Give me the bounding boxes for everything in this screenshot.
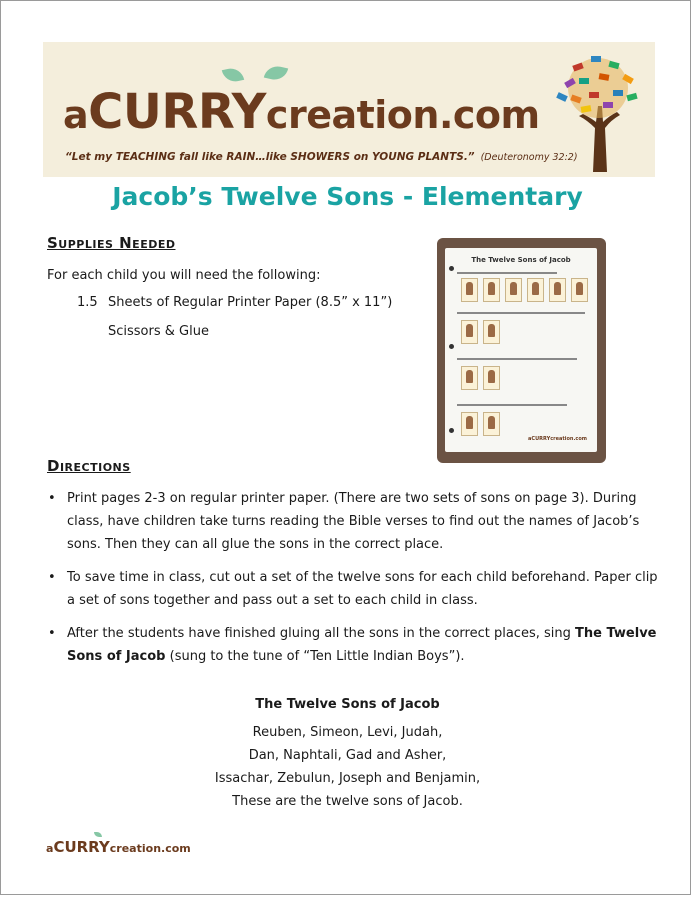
directions-item: • To save time in class, cut out a set of the twelve sons for each child beforehand. Paper clip a set of sons together and pass out a set to each child in class. — [46, 566, 658, 612]
footer-logo — [46, 837, 191, 856]
supplies-intro: For each child you will need the following: — [47, 268, 321, 283]
supplies-heading: Supplies Needed — [47, 234, 176, 252]
worksheet-title: The Twelve Sons of Jacob — [471, 256, 571, 264]
tagline-quote: “Let my TEACHING fall like RAIN…like SHOWERS on YOUNG PLANTS.” — [65, 151, 475, 163]
footer-logo-a: a — [46, 842, 54, 855]
supply-item — [77, 295, 392, 310]
question-line — [457, 404, 567, 406]
son-card — [461, 366, 478, 390]
directions-item — [46, 622, 658, 668]
leaf-icon — [264, 64, 288, 82]
directions-list — [46, 487, 658, 678]
worksheet-sheet — [445, 248, 597, 452]
question-line — [457, 358, 577, 360]
song-line: Issachar, Zebulun, Joseph and Benjamin, — [214, 771, 481, 786]
song-title: The Twelve Sons of Jacob — [255, 697, 440, 712]
supply-quantity: 1.5 — [77, 295, 98, 310]
directions-text: (sung to the tune of “Ten Little Indian Boys”). — [165, 649, 465, 664]
son-card — [571, 278, 588, 302]
tagline — [65, 151, 585, 163]
song-line: Reuben, Simeon, Levi, Judah, — [252, 725, 443, 740]
leaf-icon — [94, 832, 102, 837]
son-card — [483, 366, 500, 390]
son-card — [483, 412, 500, 436]
son-card — [483, 278, 500, 302]
question-line — [457, 272, 557, 274]
song-line: These are the twelve sons of Jacob. — [232, 794, 463, 809]
son-card — [483, 320, 500, 344]
son-card — [461, 278, 478, 302]
logo-curry: CURRY — [88, 84, 266, 140]
page-title: Jacob’s Twelve Sons - Elementary — [112, 182, 583, 211]
worksheet-photo — [437, 238, 606, 463]
son-card — [505, 278, 522, 302]
son-card — [527, 278, 544, 302]
punch-hole-icon — [449, 266, 454, 271]
son-card — [461, 320, 478, 344]
logo-creation: creation.com — [265, 93, 540, 137]
book-tree-icon — [543, 50, 653, 172]
son-card — [461, 412, 478, 436]
song-name-bold: The Twelve Sons of Jacob — [67, 626, 657, 664]
song-line: Dan, Naphtali, Gad and Asher, — [248, 748, 447, 763]
question-line — [457, 312, 585, 314]
footer-logo-curry: CURRY — [53, 838, 110, 856]
son-card — [549, 278, 566, 302]
leaf-icon — [222, 66, 244, 84]
punch-hole-icon — [449, 344, 454, 349]
supply-text: Scissors & Glue — [108, 324, 209, 339]
footer-logo-creation: creation.com — [109, 842, 191, 855]
directions-item: • Print pages 2-3 on regular printer paper. (There are two sets of sons on page 3). During class, have children take turns reading the Bible verses to find out the names of Jacob’s sons. Then they can all glue the sons in the correct place. — [46, 487, 658, 556]
logo-a: a — [63, 93, 89, 137]
header-banner — [43, 42, 655, 177]
supply-text: Sheets of Regular Printer Paper (8.5” x 11”) — [108, 295, 393, 310]
site-logo — [63, 84, 540, 144]
punch-hole-icon — [449, 428, 454, 433]
directions-heading: Directions — [47, 457, 131, 475]
supply-item — [108, 324, 209, 339]
directions-text: After the students have finished gluing all the sons in the correct places, sing — [67, 626, 576, 641]
tagline-reference: (Deuteronomy 32:2) — [480, 152, 578, 163]
worksheet-mini-logo: aCURRYcreation.com — [528, 436, 587, 442]
